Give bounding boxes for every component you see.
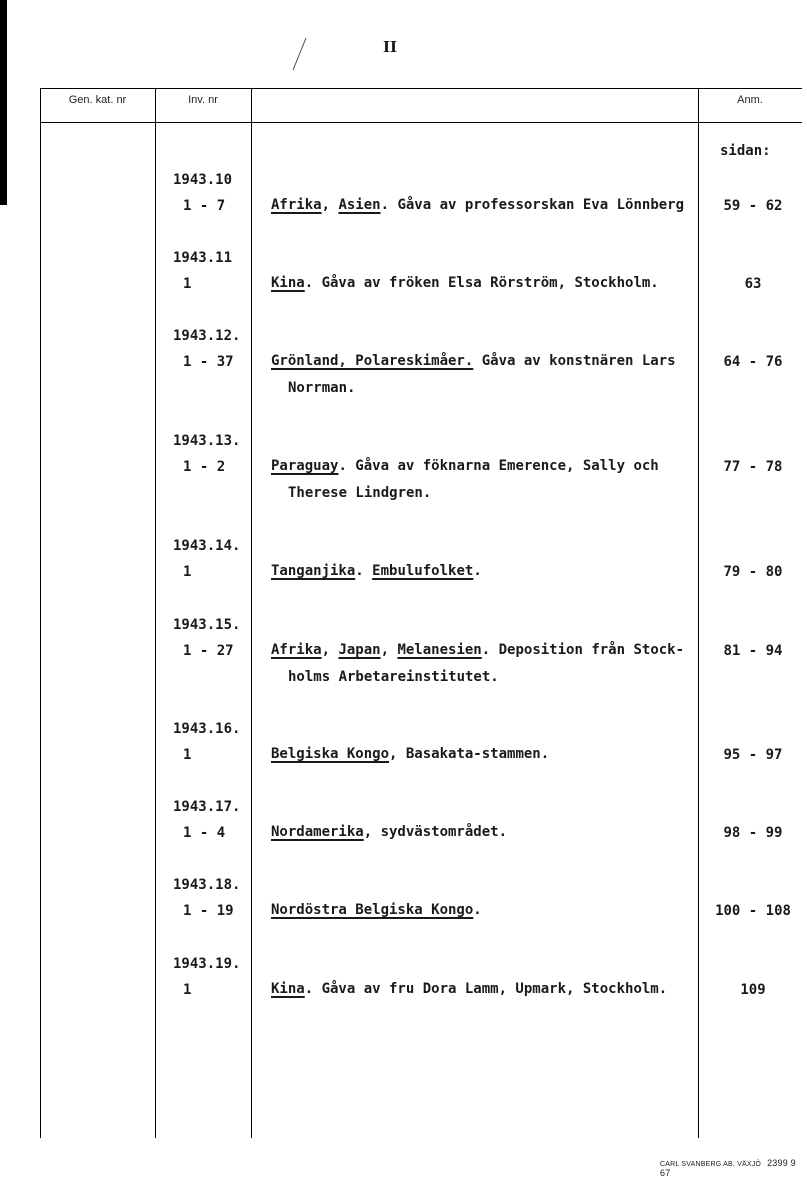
printer-imprint bbox=[660, 1158, 807, 1178]
entry-description bbox=[271, 897, 703, 924]
entry-year: 1943.13. bbox=[173, 433, 241, 449]
column-divider-left bbox=[40, 88, 41, 1138]
entry-description-line: Tanganjika. Embulufolket. bbox=[271, 563, 482, 579]
entry-year: 1943.14. bbox=[173, 538, 241, 554]
left-margin-bar bbox=[0, 0, 7, 205]
column-header-gen-kat-nr: Gen. kat. nr bbox=[68, 94, 127, 106]
entry-description-continuation: Therese Lindgren. bbox=[288, 485, 432, 501]
entry-year: 1943.12. bbox=[173, 328, 241, 344]
entry-pages: 81 - 94 bbox=[723, 643, 783, 659]
entry-range: 1 bbox=[183, 747, 192, 763]
entry-description bbox=[271, 558, 703, 585]
entry-range: 1 - 4 bbox=[183, 825, 226, 841]
entry-description bbox=[271, 741, 703, 768]
sidan-label: sidan: bbox=[720, 143, 771, 159]
entry-description-line: Kina. Gåva av fröken Elsa Rörström, Stockholm. bbox=[271, 275, 659, 291]
entry-description-continuation: Norrman. bbox=[288, 380, 356, 396]
entry-range: 1 - 19 bbox=[183, 903, 234, 919]
entry-pages: 100 - 108 bbox=[715, 903, 791, 919]
entry-description-continuation: holms Arbetareinstitutet. bbox=[288, 669, 499, 685]
entry-pages: 79 - 80 bbox=[723, 564, 783, 580]
entry-description-line: Kina. Gåva av fru Dora Lamm, Upmark, Stockholm. bbox=[271, 981, 668, 997]
entry-description bbox=[271, 637, 703, 691]
entry-range: 1 - 7 bbox=[183, 198, 226, 214]
entry-range: 1 - 27 bbox=[183, 643, 234, 659]
entry-range: 1 - 37 bbox=[183, 354, 234, 370]
entry-description bbox=[271, 453, 703, 507]
entry-range: 1 bbox=[183, 982, 192, 998]
entry-year: 1943.19. bbox=[173, 956, 241, 972]
column-header-inv-nr: Inv. nr bbox=[188, 94, 218, 106]
entry-range: 1 bbox=[183, 564, 192, 580]
entry-pages: 59 - 62 bbox=[723, 198, 783, 214]
entry-description-line: Afrika, Japan, Melanesien. Deposition från Stock- bbox=[271, 642, 685, 658]
entry-description-line: Belgiska Kongo, Basakata-stammen. bbox=[271, 746, 550, 762]
entry-description bbox=[271, 348, 703, 402]
column-divider-gen-inv bbox=[155, 88, 156, 1138]
entry-description-line: Paraguay. Gåva av föknarna Emerence, Sally och bbox=[271, 458, 659, 474]
entry-pages: 109 bbox=[740, 982, 766, 998]
entry-description-line: Afrika, Asien. Gåva av professorskan Eva Lönnberg bbox=[271, 197, 685, 213]
entry-pages: 77 - 78 bbox=[723, 459, 783, 475]
pen-mark bbox=[293, 38, 319, 70]
entry-pages: 64 - 76 bbox=[723, 354, 783, 370]
entry-description bbox=[271, 976, 703, 1003]
entry-pages: 63 bbox=[744, 276, 762, 292]
entry-range: 1 - 2 bbox=[183, 459, 226, 475]
entry-year: 1943.11 bbox=[173, 250, 233, 266]
entry-pages: 95 - 97 bbox=[723, 747, 783, 763]
entry-description bbox=[271, 819, 703, 846]
entry-description bbox=[271, 192, 703, 219]
entry-year: 1943.17. bbox=[173, 799, 241, 815]
entry-description bbox=[271, 270, 703, 297]
entry-description-line: Nordamerika, sydvästområdet. bbox=[271, 824, 508, 840]
entry-year: 1943.10 bbox=[173, 172, 233, 188]
entry-year: 1943.18. bbox=[173, 877, 241, 893]
column-divider-inv-desc bbox=[251, 88, 252, 1138]
entry-description-line: Nordöstra Belgiska Kongo. bbox=[271, 902, 482, 918]
page-number: II bbox=[383, 38, 398, 56]
entry-pages: 98 - 99 bbox=[723, 825, 783, 841]
form-number: 2399 9 67 bbox=[660, 1158, 796, 1178]
printer-name: CARL SVANBERG AB, VÄXJÖ bbox=[660, 1161, 762, 1168]
entry-year: 1943.16. bbox=[173, 721, 241, 737]
entry-range: 1 bbox=[183, 276, 192, 292]
entry-year: 1943.15. bbox=[173, 617, 241, 633]
column-header-anm: Anm. bbox=[737, 94, 763, 106]
entry-description-line: Grönland, Polareskimåer. Gåva av konstnären Lars bbox=[271, 353, 676, 369]
